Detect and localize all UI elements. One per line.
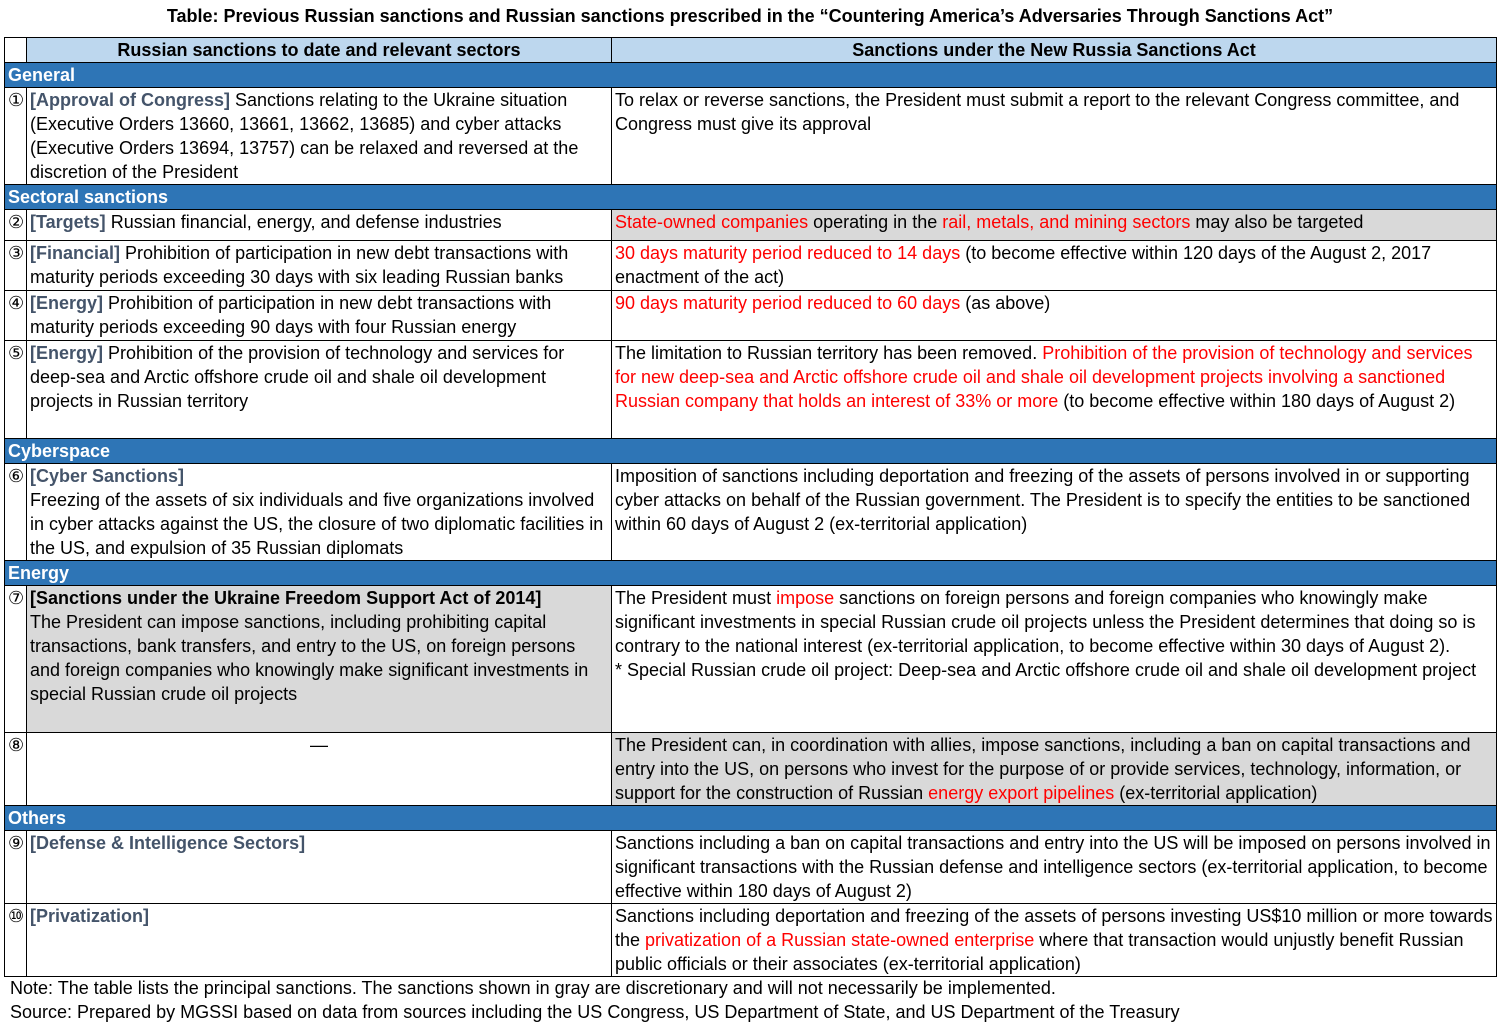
- row-number: ⑨: [5, 831, 27, 904]
- table-row: [5, 341, 1497, 439]
- category-tag: [Financial]: [30, 243, 121, 263]
- left-cell: [27, 291, 612, 341]
- left-text: Freezing of the assets of six individuals and five organizations involved in cyber attacks against the US, the closure of two diplomatic facilities in the US, and expulsion of 35 Russian diplomats: [30, 490, 604, 558]
- left-text: Prohibition of participation in new debt transactions with maturity periods exceeding 30 days with six leading Russian banks: [30, 243, 569, 287]
- section-row: [5, 439, 1497, 464]
- left-text: The President can impose sanctions, including prohibiting capital transactions, bank transfers, and entry to the US, on foreign persons and foreign companies who knowingly make significant investments in special Russian crude oil projects: [30, 612, 589, 704]
- table-notes: [10, 976, 1180, 1024]
- highlight-text: privatization of a Russian state-owned enterprise: [645, 930, 1035, 950]
- table-row: [5, 904, 1497, 977]
- left-cell: [27, 241, 612, 291]
- right-text: (to become effective within 180 days of August 2): [1058, 391, 1456, 411]
- right-text: Sanctions including a ban on capital transactions and entry into the US will be imposed on persons involved in significant transactions with the Russian defense and intelligence sectors (ex-territorial application, to become effective within 180 days of August 2): [615, 833, 1491, 901]
- header-right: Sanctions under the New Russia Sanctions Act: [612, 38, 1497, 63]
- header-left: Russian sanctions to date and relevant sectors: [27, 38, 612, 63]
- left-cell: [27, 904, 612, 977]
- right-text: The President can, in coordination with allies, impose sanctions, including a ban on capital transactions and entry into the US, on persons who invest for the purpose of or provide services, technology, information, or support for the construction of Russian: [615, 735, 1471, 803]
- left-text: Sanctions relating to the Ukraine situation (Executive Orders 13660, 13661, 13662, 13685) and cyber attacks (Executive Orders 13694, 13757) can be relaxed and reversed at the discretion of the President: [30, 90, 579, 182]
- highlight-text: State-owned companies: [615, 212, 809, 232]
- left-text: Prohibition of the provision of technology and services for deep-sea and Arctic offshore crude oil and shale oil development projects in Russian territory: [30, 343, 565, 411]
- right-cell: [612, 904, 1497, 977]
- right-cell: [612, 291, 1497, 341]
- table-row: [5, 241, 1497, 291]
- header-row: [5, 38, 1497, 63]
- highlight-text: rail, metals, and mining sectors: [942, 212, 1191, 232]
- right-text: (as above): [960, 293, 1051, 313]
- section-row: [5, 185, 1497, 210]
- left-cell: [27, 586, 612, 733]
- header-blank: [5, 38, 27, 63]
- right-text: (ex-territorial application): [1114, 783, 1318, 803]
- row-number: ⑩: [5, 904, 27, 977]
- right-cell: [612, 831, 1497, 904]
- category-tag: [Energy]: [30, 293, 104, 313]
- table-title: Table: Previous Russian sanctions and Russian sanctions prescribed in the “Countering America’s Adversaries Through Sanctions Act”: [166, 6, 1334, 26]
- table-row: [5, 210, 1497, 241]
- right-text: The President must: [615, 588, 777, 608]
- category-tag: [Sanctions under the Ukraine Freedom Support Act of 2014]: [30, 588, 542, 608]
- right-cell: [612, 88, 1497, 185]
- row-number: ②: [5, 210, 27, 241]
- right-text: sanctions on foreign persons and foreign companies who knowingly make significant investments in special Russian crude oil projects unless the President determines that doing so is contrary to the national interest (ex-territorial application, to become effective within 30 days of August 2).: [615, 588, 1476, 656]
- footnote-text: * Special Russian crude oil project: Deep-sea and Arctic offshore crude oil and shale oil development project: [615, 660, 1477, 680]
- category-tag: [Privatization]: [30, 906, 150, 926]
- left-cell: [27, 210, 612, 241]
- section-row: [5, 561, 1497, 586]
- highlight-text: energy export pipelines: [928, 783, 1115, 803]
- highlight-text: 90 days maturity period reduced to 60 days: [615, 293, 961, 313]
- category-tag: [Energy]: [30, 343, 104, 363]
- row-number: ③: [5, 241, 27, 291]
- highlight-text: Prohibition of the provision of technology and services for new deep-sea and Arctic offshore crude oil and shale oil development projects involving a sanctioned Russian company that holds an interest of 33% or more: [615, 343, 1473, 411]
- right-cell: [612, 586, 1497, 733]
- table-row: [5, 733, 1497, 806]
- right-text: Imposition of sanctions including deportation and freezing of the assets of persons involved in or supporting cyber attacks on behalf of the Russian government. The President is to specify the entities to be sanctioned within 60 days of August 2 (ex-territorial application): [615, 466, 1471, 534]
- left-cell: [27, 88, 612, 185]
- dash-text: —: [310, 735, 328, 755]
- category-tag: [Targets]: [30, 212, 106, 232]
- right-cell: [612, 464, 1497, 561]
- right-text: where that transaction would unjustly benefit Russian public officials or their associates (ex-territorial application): [615, 930, 1464, 974]
- row-number: ⑦: [5, 586, 27, 733]
- table-row: [5, 586, 1497, 733]
- section-general: General: [5, 63, 1497, 88]
- highlight-text: impose: [776, 588, 835, 608]
- right-text: (to become effective within 120 days of the August 2, 2017 enactment of the act): [615, 243, 1432, 287]
- left-text: Russian financial, energy, and defense industries: [105, 212, 502, 232]
- section-row: [5, 806, 1497, 831]
- highlight-text: 30 days maturity period reduced to 14 days: [615, 243, 961, 263]
- left-cell: [27, 464, 612, 561]
- row-number: ⑧: [5, 733, 27, 806]
- table-row: [5, 464, 1497, 561]
- note-text: Note: The table lists the principal sanctions. The sanctions shown in gray are discretionary and will not necessarily be implemented.: [10, 978, 1056, 998]
- table-row: [5, 88, 1497, 185]
- table-row: [5, 291, 1497, 341]
- section-energy: Energy: [5, 561, 1497, 586]
- row-number: ⑥: [5, 464, 27, 561]
- left-cell: [27, 733, 612, 806]
- sanctions-table: [4, 37, 1497, 977]
- row-number: ⑤: [5, 341, 27, 439]
- section-sectoral: Sectoral sanctions: [5, 185, 1497, 210]
- right-cell: [612, 210, 1497, 241]
- right-cell: [612, 341, 1497, 439]
- source-text: Source: Prepared by MGSSI based on data from sources including the US Congress, US Department of State, and US Department of the Treasury: [10, 1002, 1180, 1022]
- section-others: Others: [5, 806, 1497, 831]
- right-cell: [612, 733, 1497, 806]
- right-text: may also be targeted: [1190, 212, 1364, 232]
- right-cell: [612, 241, 1497, 291]
- section-cyberspace: Cyberspace: [5, 439, 1497, 464]
- section-row: [5, 63, 1497, 88]
- row-number: ①: [5, 88, 27, 185]
- category-tag: [Defense & Intelligence Sectors]: [30, 833, 306, 853]
- right-text: Sanctions including deportation and freezing of the assets of persons investing US$10 million or more towards the: [615, 906, 1493, 950]
- right-text: To relax or reverse sanctions, the President must submit a report to the relevant Congress committee, and Congress must give its approval: [615, 90, 1460, 134]
- category-tag: [Approval of Congress]: [30, 90, 231, 110]
- right-text: operating in the: [808, 212, 943, 232]
- table-row: [5, 831, 1497, 904]
- category-tag: [Cyber Sanctions]: [30, 466, 185, 486]
- left-text: Prohibition of participation in new debt transactions with maturity periods exceeding 90 days with four Russian energy: [30, 293, 552, 337]
- row-number: ④: [5, 291, 27, 341]
- left-cell: [27, 831, 612, 904]
- left-cell: [27, 341, 612, 439]
- right-text: The limitation to Russian territory has been removed.: [615, 343, 1043, 363]
